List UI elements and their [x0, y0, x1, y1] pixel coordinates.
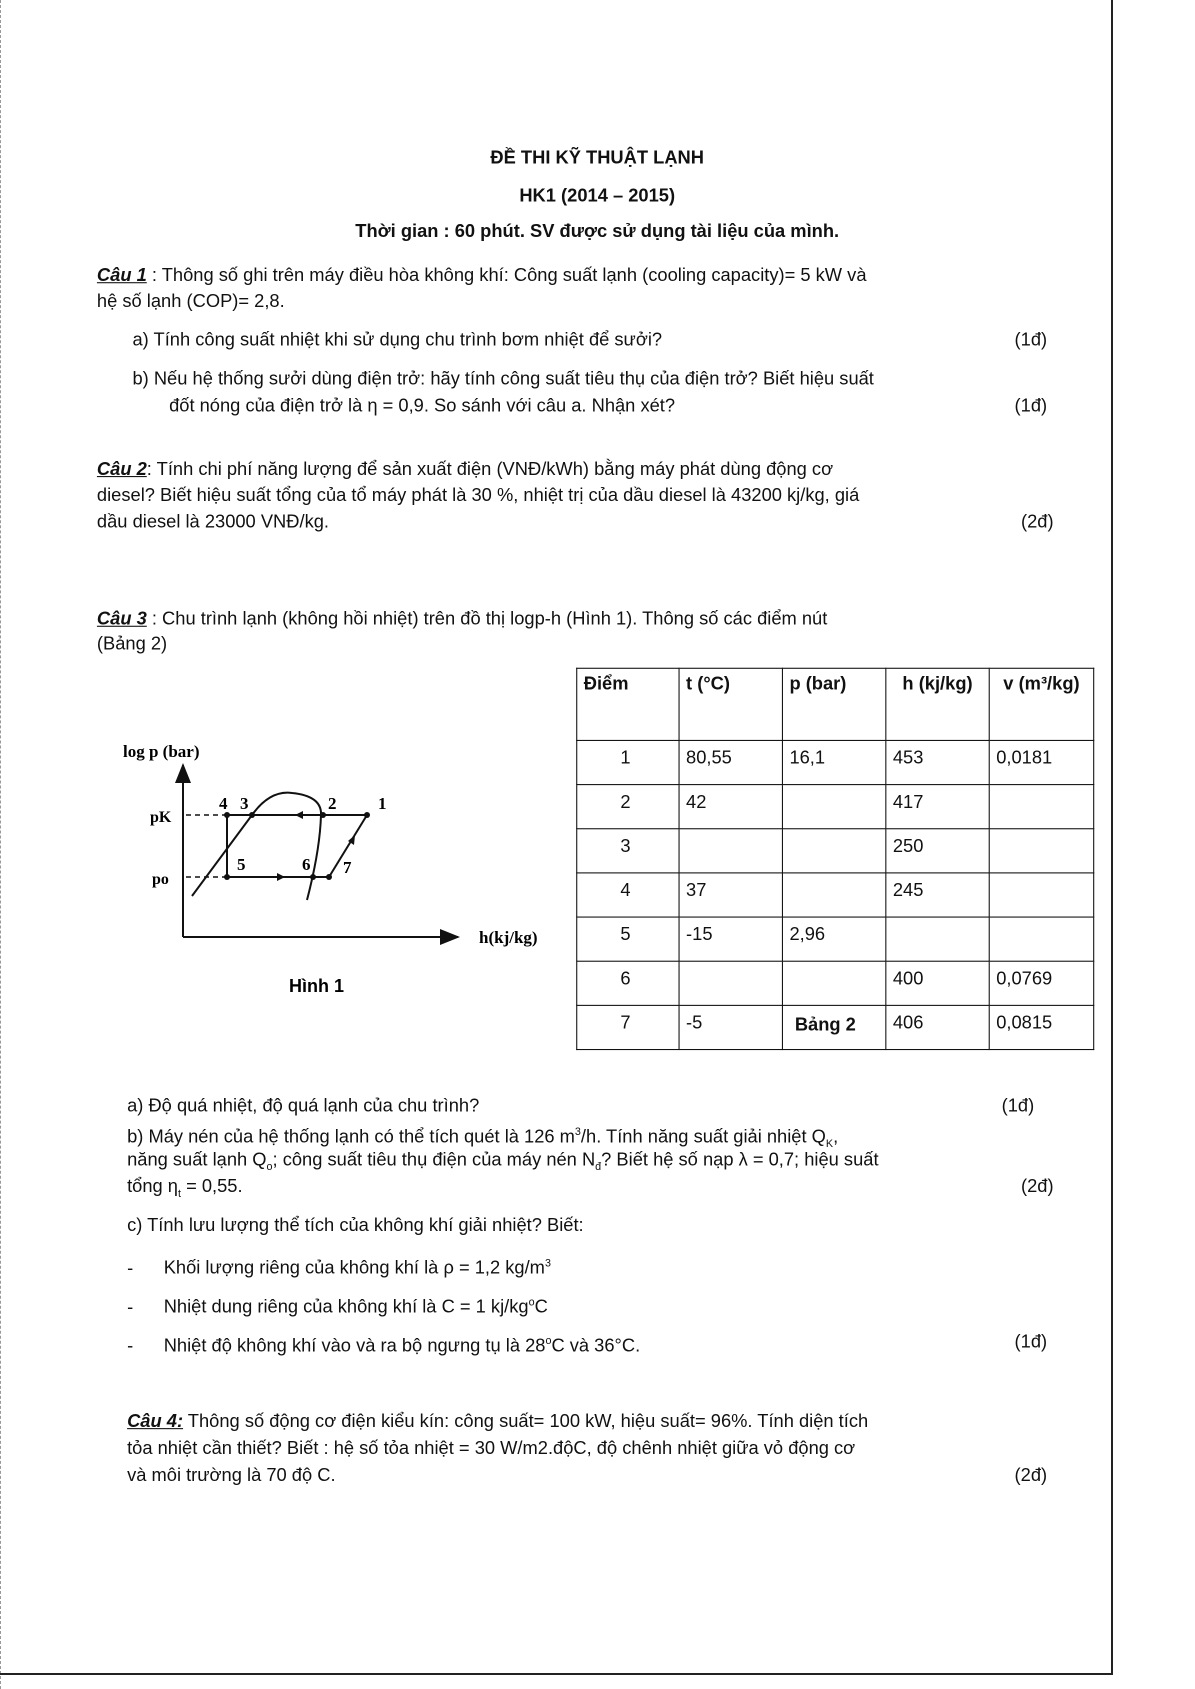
table-cell: 0,0181 [989, 740, 1093, 784]
point-5 [224, 874, 230, 880]
sub: t [177, 1188, 181, 1201]
exam-info: Thời gian : 60 phút. SV được sử dụng tài liệu của mình. [355, 220, 840, 242]
point-label: 7 [343, 858, 352, 877]
sub: K [825, 1138, 834, 1151]
table-cell: 0,0815 [989, 1005, 1093, 1049]
table-cell: 1 [577, 740, 679, 784]
x-axis-label: h(kj/kg) [479, 928, 538, 947]
cau1-b-line1: b) Nếu hệ thống sưởi dùng điện trở: hãy tính công suất tiêu thụ của điện trở? Biết hiệu suất [132, 368, 874, 389]
point-label: 2 [328, 794, 337, 813]
exam-term: HK1 (2014 – 2015) [519, 185, 676, 206]
table-cell: 2 [577, 785, 679, 829]
table-cell: 7 [577, 1005, 679, 1049]
col-header: p (bar) [782, 668, 885, 740]
table-cell: 250 [886, 829, 989, 873]
cau2-line2: diesel? Biết hiệu suất tổng của tổ máy phát là 30 %, nhiệt trị của dầu diesel là 43200 kj/kg, giá [96, 484, 860, 506]
text: , [833, 1126, 839, 1147]
cau1-text: : Thông số ghi trên máy điều hòa không khí: Công suất lạnh (cooling capacity)= 5 kW và [146, 264, 867, 286]
cau3-a: a) Độ quá nhiệt, độ quá lạnh của chu trình? [127, 1095, 480, 1116]
text: Nhiệt độ không khí vào và ra bộ ngưng tụ là 28 [163, 1335, 546, 1356]
cau4-line2: tỏa nhiệt cần thiết? Biết : hệ số tỏa nhiệt = 30 W/m2.độC, độ chênh nhiệt giữa vỏ động cơ [127, 1437, 856, 1459]
bullet: - [127, 1296, 134, 1317]
point-label: 3 [240, 794, 249, 813]
col-header: Điểm [577, 668, 679, 740]
cau2-line3: dầu diesel là 23000 VNĐ/kg. [96, 511, 330, 533]
sub: đ [595, 1161, 602, 1174]
col-header: t (°C) [679, 668, 782, 740]
cau1-line2: hệ số lạnh (COP)= 2,8. [96, 290, 285, 312]
y-axis-label: log p (bar) [123, 742, 200, 761]
cau3-text: : Chu trình lạnh (không hồi nhiệt) trên đồ thị logp-h (Hình 1). Thông số các điểm nút [146, 608, 828, 629]
cau3-c-points: (1đ) [1014, 1331, 1048, 1352]
point-3 [249, 812, 255, 818]
point-7 [326, 874, 332, 880]
bullet: - [127, 1257, 134, 1279]
text: ; công suất tiêu thụ điện của máy nén N [272, 1149, 596, 1170]
text: /h. Tính năng suất giải nhiệt Q [580, 1126, 826, 1147]
sub: o [266, 1161, 273, 1174]
text: b) Máy nén của hệ thống lạnh có thể tích quét là 126 m [127, 1126, 575, 1147]
pk-label: pK [150, 809, 172, 826]
cau3-a-points: (1đ) [1001, 1095, 1035, 1116]
figure-caption: Hình 1 [289, 976, 345, 996]
exam-title: ĐỀ THI KỸ THUẬT LẠNH [490, 147, 704, 169]
cau2-label: Câu 2 [96, 458, 147, 480]
table-cell: 37 [679, 873, 782, 917]
cau4-text: Thông số động cơ điện kiểu kín: công suất= 100 kW, hiệu suất= 96%. Tính diện tích [183, 1410, 869, 1432]
sup: 3 [544, 1257, 551, 1270]
cau4-label: Câu 4: [127, 1410, 184, 1432]
text: = 0,55. [180, 1176, 243, 1197]
table-cell: -15 [679, 917, 782, 961]
table-cell: 406 [886, 1005, 989, 1049]
table-cell: 5 [577, 917, 679, 961]
sup: 3 [574, 1126, 581, 1139]
table-cell: 453 [886, 740, 989, 784]
cau3-label: Câu 3 [96, 608, 147, 629]
point-label: 6 [302, 855, 311, 874]
table-caption: Bảng 2 [794, 1014, 856, 1035]
table-cell: 80,55 [679, 740, 782, 784]
cau1-b-points: (1đ) [1014, 395, 1048, 416]
cau2-text: : Tính chi phí năng lượng để sản xuất điện (VNĐ/kWh) bằng máy phát dùng động cơ [146, 458, 834, 480]
cau3-line2: (Bảng 2) [96, 633, 168, 654]
text: tổng η [127, 1176, 178, 1197]
table-cell: 0,0769 [989, 961, 1093, 1005]
table-cell: 3 [577, 829, 679, 873]
point-label: 4 [219, 794, 228, 813]
arrow-icon [277, 873, 285, 881]
table-cell: 16,1 [782, 740, 885, 784]
cau1-a: a) Tính công suất nhiệt khi sử dụng chu trình bơm nhiệt để sưởi? [132, 329, 663, 351]
cau4-line3: và môi trường là 70 độ C. [127, 1464, 336, 1486]
cau4-points: (2đ) [1014, 1464, 1048, 1486]
table-cell: 2,96 [782, 917, 885, 961]
cau3-c: c) Tính lưu lượng thể tích của không khí giải nhiệt? Biết: [127, 1214, 584, 1236]
text: C và 36°C. [551, 1335, 641, 1356]
cau1-b-line2: đốt nóng của điện trở là η = 0,9. So sánh với câu a. Nhận xét? [169, 395, 676, 416]
table-cell: -5 [679, 1005, 782, 1049]
sup: o [528, 1296, 535, 1309]
sup: o [545, 1335, 552, 1348]
bullet: - [127, 1335, 134, 1356]
point-label: 1 [378, 794, 387, 813]
point-1 [364, 812, 370, 818]
table-cell: 245 [886, 873, 989, 917]
saturation-curve [192, 793, 321, 900]
point-2 [320, 812, 326, 818]
arrow-icon [295, 811, 303, 819]
po-label: po [152, 871, 169, 888]
cau2-points: (2đ) [1020, 511, 1054, 533]
cau1-a-points: (1đ) [1014, 329, 1048, 351]
text: Khối lượng riêng của không khí là ρ = 1,2 kg/m [163, 1257, 545, 1279]
table-cell: 6 [577, 961, 679, 1005]
cau3-b-points: (2đ) [1020, 1176, 1054, 1197]
point-label: 5 [237, 855, 246, 874]
point-6 [310, 874, 316, 880]
text: C [534, 1296, 548, 1317]
col-header: v (m³/kg) [989, 668, 1093, 740]
col-header: h (kj/kg) [886, 668, 989, 740]
table-cell: 417 [886, 785, 989, 829]
table-cell: 400 [886, 961, 989, 1005]
text: năng suất lạnh Q [127, 1149, 267, 1170]
cau1-label: Câu 1 [96, 264, 147, 286]
table-cell: 42 [679, 785, 782, 829]
text: ? Biết hệ số nạp λ = 0,7; hiệu suất [601, 1149, 879, 1170]
text: Nhiệt dung riêng của không khí là C = 1 kj/kg [163, 1296, 529, 1317]
table-cell: 4 [577, 873, 679, 917]
